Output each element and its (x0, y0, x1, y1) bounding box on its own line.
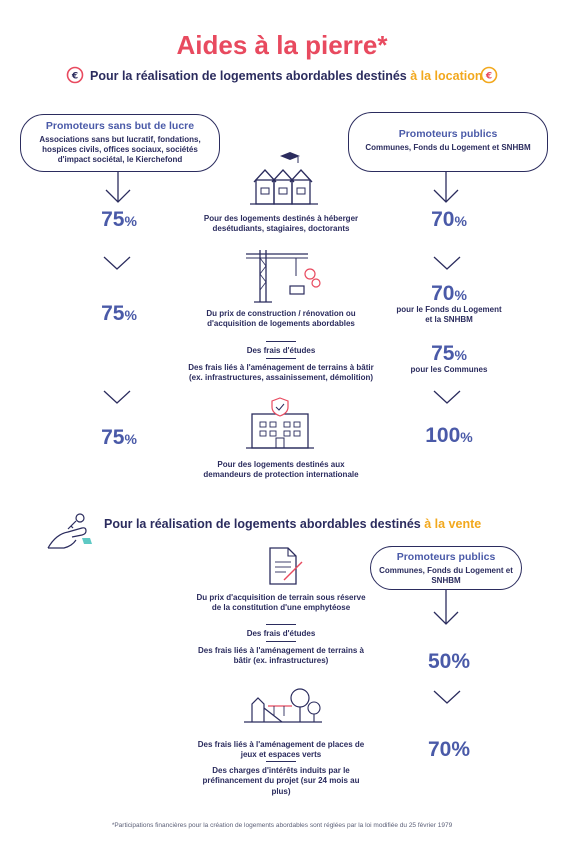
percent-right-row2b-note: pour les Communes (410, 365, 488, 374)
divider (266, 641, 296, 642)
pill-title: Promoteurs publics (398, 128, 498, 140)
contract-document-icon (262, 546, 306, 586)
sale-block2-description-2: Des charges d'intérêts induits par le préfinancement du projet (sur 24 mois au plus) (202, 766, 360, 796)
chevron-down-icon (433, 256, 461, 270)
row1-description: Pour des logements destinés à héberger desétudiants, stagiaires, doctorants (203, 214, 359, 234)
student-housing-icon (250, 150, 320, 206)
euro-coin-icon (480, 66, 498, 84)
percent-right-row3: 100% (425, 424, 473, 447)
location-heading: Pour la réalisation de logements abordables destinés à la location (90, 69, 483, 83)
row2-description-2: Des frais d'études (246, 346, 316, 355)
sale-block1-description-2: Des frais d'études (246, 629, 316, 638)
row2-description: Du prix de construction / rénovation ou d'acquisition de logements abordables (206, 309, 356, 329)
chevron-down-icon (103, 256, 131, 270)
arrow-down-icon (104, 172, 132, 208)
svg-text:€: € (485, 71, 493, 82)
chevron-down-icon (103, 390, 131, 404)
hand-key-icon (46, 510, 98, 552)
pill-title: Promoteurs sans but de lucre (45, 120, 195, 132)
pill-body: Communes, Fonds du Logement et SNHBM (365, 143, 531, 152)
sale-block2-description: Des frais liés à l'aménagement de places de jeux et espaces verts (197, 740, 365, 760)
pill-body: Communes, Fonds du Logement et SNHBM (379, 566, 513, 585)
percent-left-row3: 75% (101, 426, 137, 449)
construction-crane-icon (246, 246, 326, 304)
arrow-down-icon (432, 172, 460, 208)
sale-heading: Pour la réalisation de logements abordables destinés à la vente (104, 517, 482, 531)
divider (266, 358, 296, 359)
percent-right-row2-note: pour le Fonds du Logement et la SNHBM (396, 305, 502, 324)
playground-park-icon (244, 682, 324, 726)
page-title: Aides à la pierre* (176, 30, 388, 60)
footnote: *Participations financières pour la création de logements abordables sont réglées par la loi modifiée du 25 février 1979 (111, 822, 453, 829)
row2-description-3: Des frais liés à l'aménagement de terrains à bâtir (ex. infrastructures, assainissement, démolition) (188, 363, 374, 383)
sale-block1-description: Du prix d'acquisition de terrain sous réserve de la constitution d'une emphytéose (196, 593, 366, 613)
nonprofit-promoters-pill (20, 114, 220, 172)
sale-block1-description-3: Des frais liés à l'aménagement de terrains à bâtir (ex. infrastructures) (198, 646, 364, 666)
chevron-down-icon (433, 390, 461, 404)
sale-percent-2: 70% (427, 738, 471, 761)
pill-body: Associations sans but lucratif, fondations, hospices civils, offices sociaux, sociétés d'impact sociétal, le Kierchefond (39, 135, 201, 164)
pill-title: Promoteurs publics (396, 551, 496, 563)
protection-building-icon (246, 396, 316, 452)
percent-right-row2b: 75% (431, 342, 467, 365)
percent-right-row2: 70% (431, 282, 467, 305)
arrow-down-icon (432, 590, 460, 630)
row3-description: Pour des logements destinés aux demandeurs de protection internationale (203, 460, 359, 480)
divider (266, 761, 296, 762)
chevron-down-icon (433, 690, 461, 704)
percent-right-row1: 70% (431, 208, 467, 231)
sale-percent-1: 50% (427, 650, 471, 673)
svg-text:€: € (71, 71, 79, 82)
percent-left-row2: 75% (101, 302, 137, 325)
public-promoters-pill-sale (370, 546, 522, 590)
euro-coin-icon (66, 66, 84, 84)
percent-left-row1: 75% (101, 208, 137, 231)
divider (266, 341, 296, 342)
public-promoters-pill (348, 112, 548, 172)
divider (266, 624, 296, 625)
